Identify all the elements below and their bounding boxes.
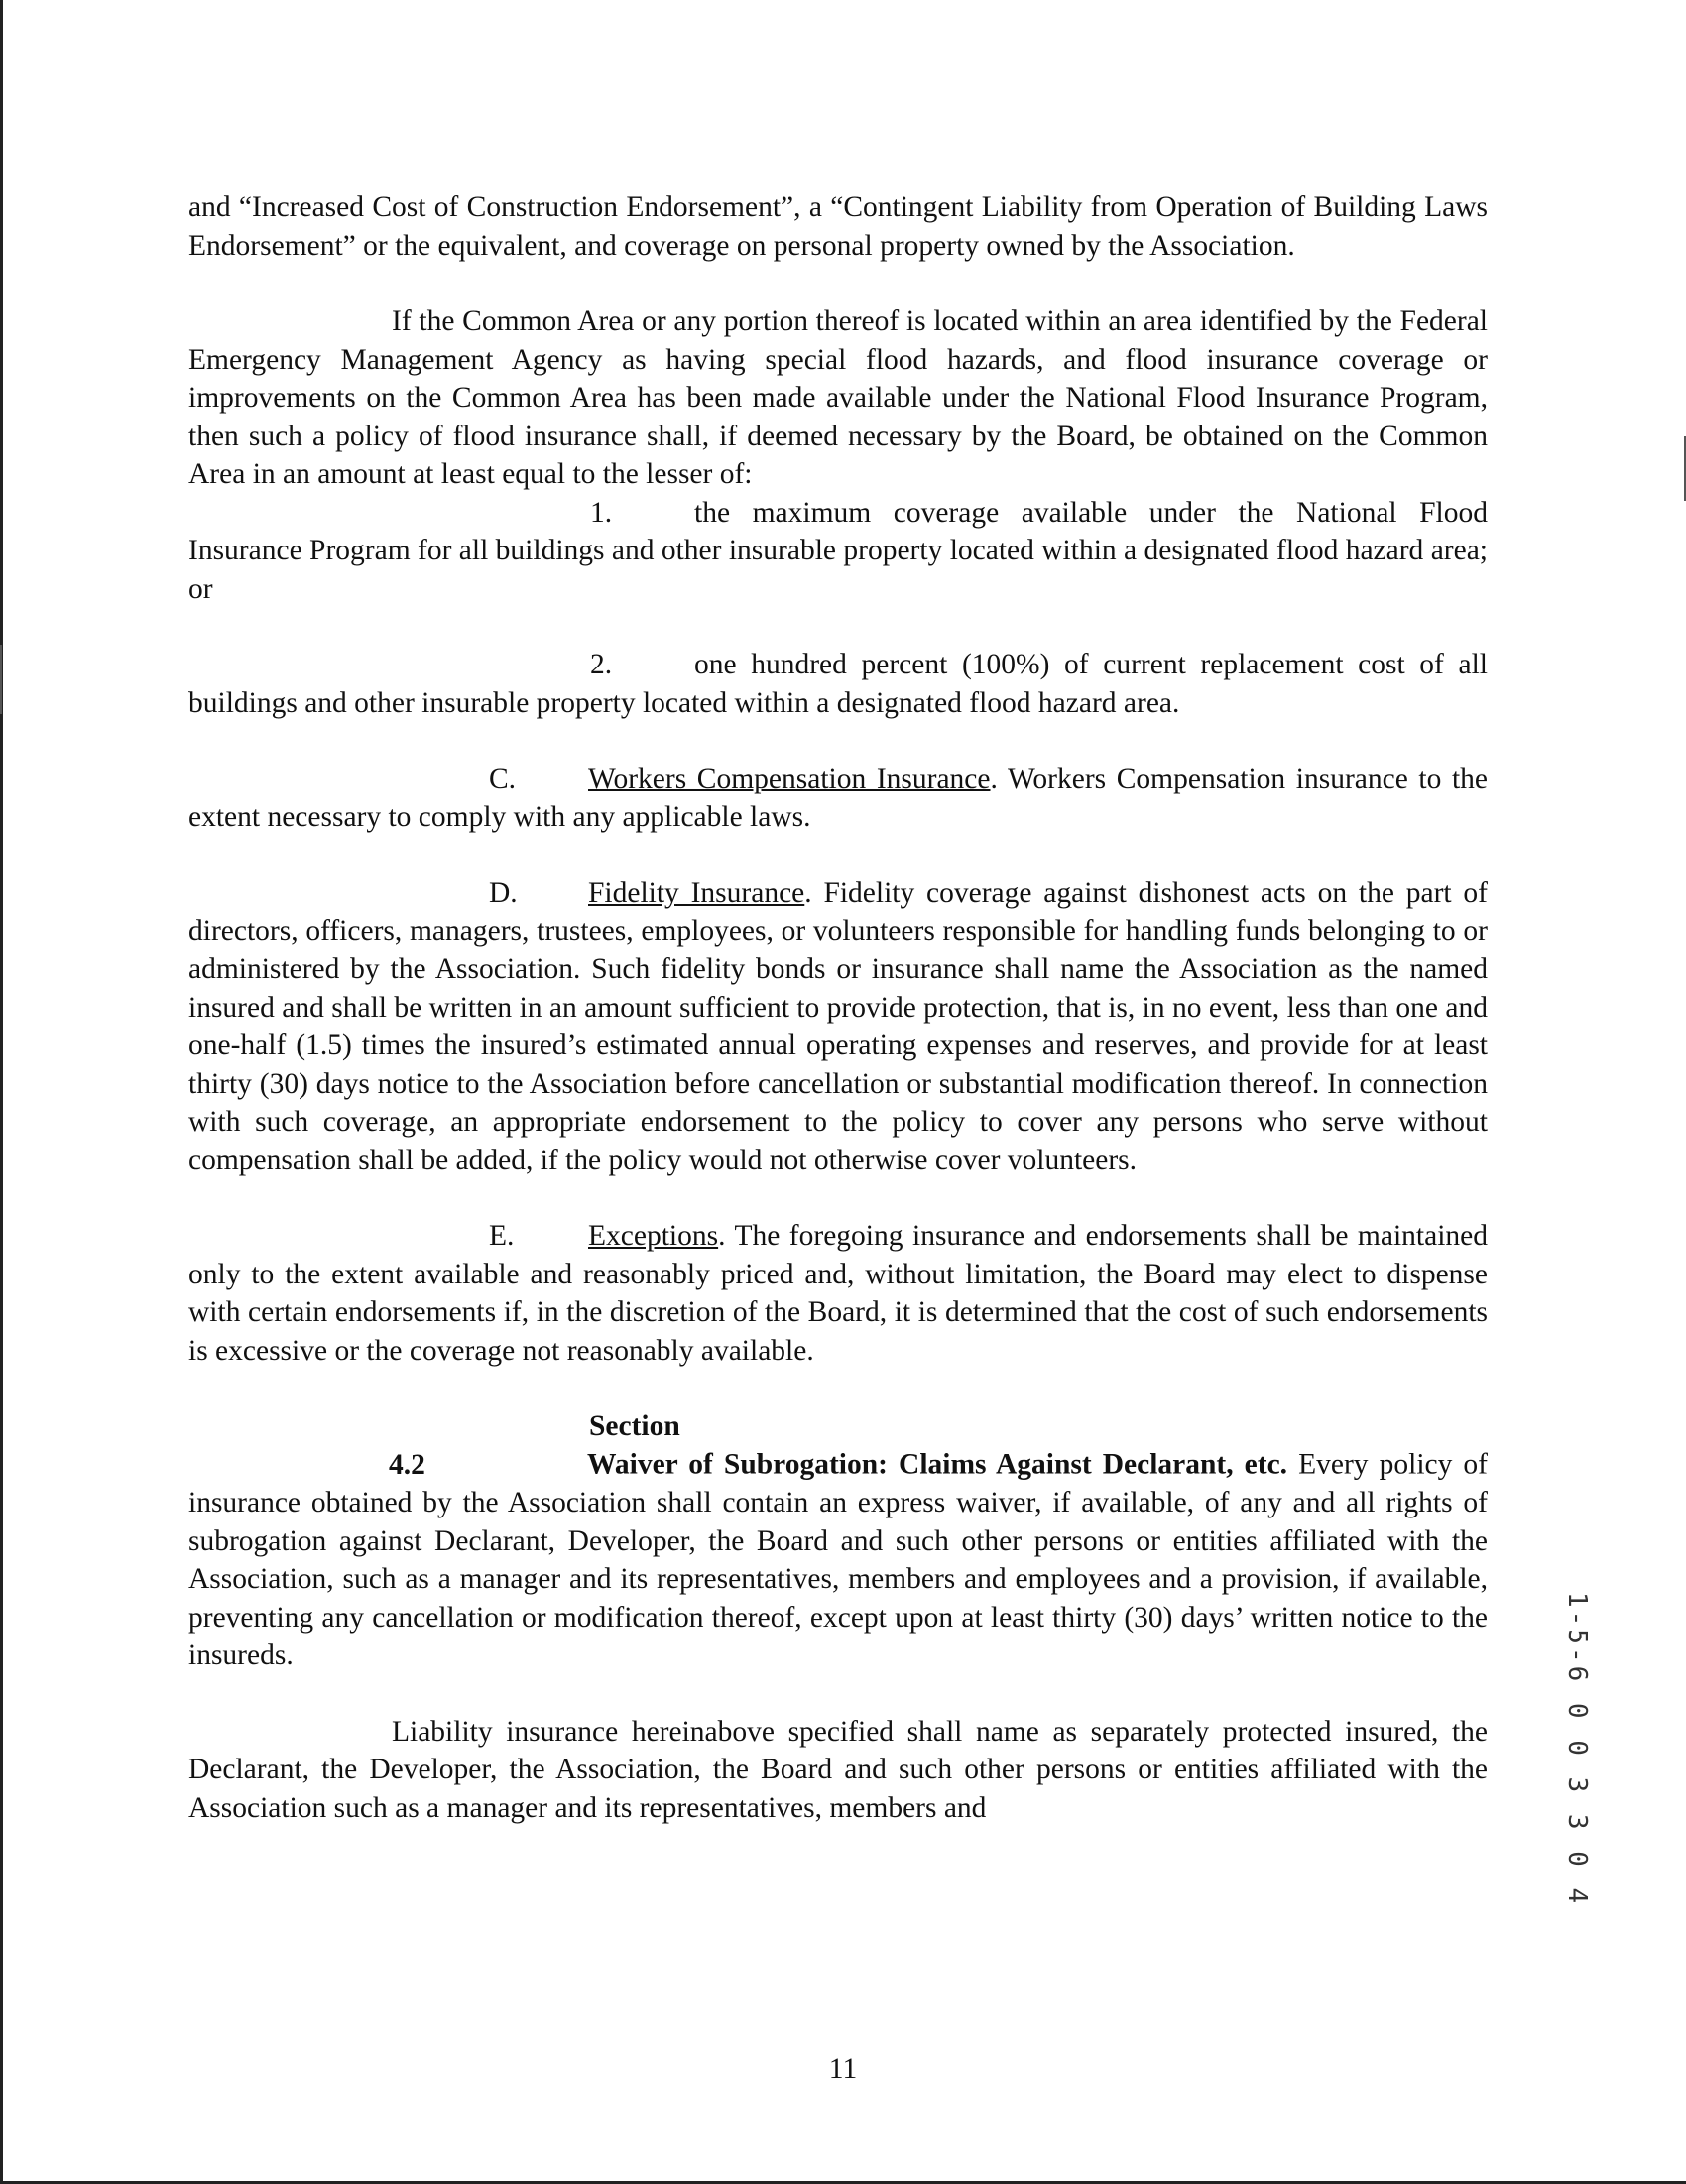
paragraph-liability-insurance: Liability insurance hereinabove specified shall name as separately protected insured, the Declarant, the Developer, the Association, the Board and such other persons or entities affiliated with the Association such as a manager and its representatives, members and bbox=[188, 1715, 1488, 1824]
section-letter: D. bbox=[489, 877, 518, 909]
page-number: 11 bbox=[828, 2053, 858, 2085]
list-item-number: 1. bbox=[590, 496, 613, 529]
section-4-2-waiver-of-subrogation bbox=[188, 1407, 1488, 1675]
section-heading: Fidelity Insurance bbox=[588, 877, 805, 909]
list-item-number: 2. bbox=[590, 649, 613, 680]
paragraph-endorsements: and “Increased Cost of Construction Endorsement”, a “Contingent Liability from Operation of Building Laws Endorsement” or the equivalent, and coverage on personal property owned by the Association. bbox=[188, 191, 1488, 262]
section-heading: Workers Compensation Insurance bbox=[588, 763, 991, 794]
document-body bbox=[188, 188, 1488, 1827]
paragraph-flood-insurance: If the Common Area or any portion thereof is located within an area identified by the Federal Emergency Management Agency as having special flood hazards, and flood insurance coverage or improvements on the Common Area has been made available under the National Flood Insurance Program, then such a policy of flood insurance shall, if deemed necessary by the Board, be obtained on the Common Area in an amount at least equal to the lesser of: bbox=[188, 305, 1488, 490]
scan-mark bbox=[0, 645, 2, 714]
section-text: . Workers Compensation insurance to the extent necessary to comply with any applicable laws. bbox=[188, 763, 1488, 833]
section-heading: Exceptions bbox=[588, 1220, 719, 1252]
section-e-exceptions bbox=[188, 1217, 1488, 1370]
margin-stamp: 1-5-6 0 0 3 3 0 4 bbox=[1562, 1592, 1592, 1907]
section-text: . Fidelity coverage against dishonest acts on the part of directors, officers, managers, trustees, employees, or volunteers responsible for handling funds belonging to or administered by the Association. Such fidelity bonds or insurance shall name the Association as the named insured and shall be written in an amount sufficient to provide protection, that is, in no event, less than one and one-half (1.5) times the insured’s estimated annual operating expenses and reserves, and provide for at least thirty (30) days notice to the Association before cancellation or substantial modification thereof. In connection with such coverage, an appropriate endorsement to the policy to cover any persons who serve without compensation shall be added, if the policy would not otherwise cover volunteers. bbox=[188, 877, 1489, 1176]
list-item-text: one hundred percent (100%) of current replacement cost of all buildings and other insurable property located within a designated flood hazard area. bbox=[188, 649, 1488, 719]
section-number: Section 4.2 bbox=[389, 1410, 680, 1481]
list-item-text: the maximum coverage available under the National Flood Insurance Program for all buildings and other insurable property located within a designated flood hazard area; or bbox=[188, 496, 1488, 605]
list-item-1 bbox=[188, 494, 1488, 609]
section-title: Waiver of Subrogation: Claims Against Declarant, etc. bbox=[587, 1448, 1288, 1481]
section-d-fidelity-insurance bbox=[188, 874, 1488, 1179]
page-border-left bbox=[0, 0, 3, 2184]
list-item-2 bbox=[188, 646, 1488, 722]
section-c-workers-compensation bbox=[188, 760, 1488, 836]
section-text: . The foregoing insurance and endorsements shall be maintained only to the extent available and reasonably priced and, without limitation, the Board may elect to dispense with certain endorsements if, in the discretion of the Board, it is determined that the cost of such endorsements is excessive or the coverage not reasonably available. bbox=[188, 1220, 1488, 1367]
section-letter: C. bbox=[489, 763, 517, 794]
section-letter: E. bbox=[489, 1220, 515, 1252]
section-text: Every policy of insurance obtained by the Association shall contain an express waiver, if available, of any and all rights of subrogation against Declarant, Developer, the Board and such other persons or entities affiliated with the Association, such as a manager and its representatives, members and employees and a provision, if available, preventing any cancellation or modification thereof, except upon at least thirty (30) days’ written notice to the insureds. bbox=[188, 1448, 1488, 1671]
